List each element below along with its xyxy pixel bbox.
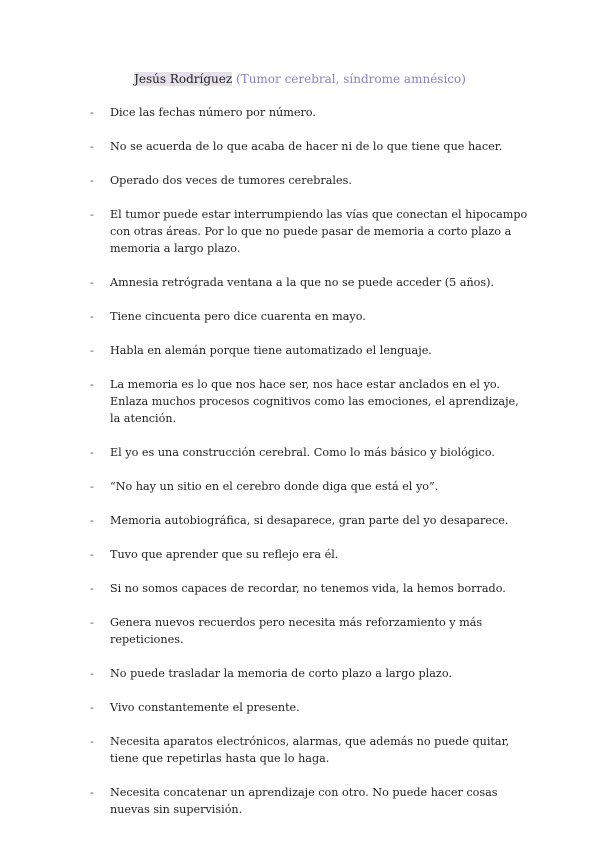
list-item-text: Necesita aparatos electrónicos, alarmas, que además no puede quitar, tiene que repetirlas hasta que lo haga. bbox=[110, 735, 510, 765]
bullet-dash: - bbox=[90, 786, 94, 799]
list-item-text: La memoria es lo que nos hace ser, nos hace estar anclados en el yo. Enlaza muchos procesos cognitivos como las emociones, el aprendizaje, la atención. bbox=[110, 378, 519, 425]
list-item-text: Memoria autobiográfica, si desaparece, gran parte del yo desaparece. bbox=[110, 514, 509, 527]
list-item-text: Tiene cincuenta pero dice cuarenta en mayo. bbox=[110, 310, 366, 323]
list-item bbox=[90, 580, 530, 597]
list-item bbox=[90, 546, 530, 563]
list-item-text: Dice las fechas número por número. bbox=[110, 106, 316, 119]
bullet-dash: - bbox=[90, 548, 94, 561]
list-item-text: Tuvo que aprender que su reflejo era él. bbox=[110, 548, 339, 561]
bullet-dash: - bbox=[90, 208, 94, 221]
list-item bbox=[90, 478, 530, 495]
list-item-text: Si no somos capaces de recordar, no tenemos vida, la hemos borrado. bbox=[110, 582, 506, 595]
list-item-text: No puede trasladar la memoria de corto plazo a largo plazo. bbox=[110, 667, 452, 680]
list-item-text: Amnesia retrógrada ventana a la que no se puede acceder (5 años). bbox=[110, 276, 495, 289]
bullet-dash: - bbox=[90, 140, 94, 153]
list-item bbox=[90, 665, 530, 682]
bullet-dash: - bbox=[90, 344, 94, 357]
list-item-text: El tumor puede estar interrumpiendo las vías que conectan el hipocampo con otras áreas. Por lo que no puede pasar de memoria a corto plazo a memoria a largo plazo. bbox=[110, 208, 528, 255]
bullet-dash: - bbox=[90, 446, 94, 459]
list-item-text: Necesita concatenar un aprendizaje con otro. No puede hacer cosas nuevas sin supervisión. bbox=[110, 786, 498, 816]
list-item-text: “No hay un sitio en el cerebro donde diga que está el yo”. bbox=[110, 480, 439, 493]
bullet-dash: - bbox=[90, 276, 94, 289]
bullet-dash: - bbox=[90, 616, 94, 629]
document-title bbox=[0, 71, 600, 87]
list-item-text: Genera nuevos recuerdos pero necesita más reforzamiento y más repeticiones. bbox=[110, 616, 483, 646]
list-item bbox=[90, 444, 530, 461]
list-item bbox=[90, 104, 530, 121]
bullet-dash: - bbox=[90, 174, 94, 187]
bullet-dash: - bbox=[90, 735, 94, 748]
list-item-text: No se acuerda de lo que acaba de hacer ni de lo que tiene que hacer. bbox=[110, 140, 503, 153]
bullet-dash: - bbox=[90, 701, 94, 714]
patient-name: Jesús Rodríguez bbox=[134, 72, 233, 86]
list-item bbox=[90, 733, 530, 767]
list-item bbox=[90, 274, 530, 291]
patient-condition: Tumor cerebral, síndrome amnésico) bbox=[240, 72, 466, 86]
list-item bbox=[90, 699, 530, 716]
bullet-dash: - bbox=[90, 378, 94, 391]
list-item-text: Vivo constantemente el presente. bbox=[110, 701, 300, 714]
list-item bbox=[90, 138, 530, 155]
bullet-dash: - bbox=[90, 582, 94, 595]
list-item bbox=[90, 614, 530, 648]
list-item bbox=[90, 784, 530, 818]
list-item bbox=[90, 342, 530, 359]
list-item bbox=[90, 206, 530, 257]
bullet-dash: - bbox=[90, 667, 94, 680]
list-item bbox=[90, 308, 530, 325]
list-item-text: El yo es una construcción cerebral. Como lo más básico y biológico. bbox=[110, 446, 495, 459]
list-item-text: Operado dos veces de tumores cerebrales. bbox=[110, 174, 352, 187]
list-item bbox=[90, 172, 530, 189]
bullet-dash: - bbox=[90, 106, 94, 119]
bullet-dash: - bbox=[90, 480, 94, 493]
title-open-paren: ( bbox=[232, 72, 241, 86]
list-item bbox=[90, 512, 530, 529]
notes-list bbox=[90, 104, 530, 818]
list-item bbox=[90, 376, 530, 427]
bullet-dash: - bbox=[90, 310, 94, 323]
bullet-dash: - bbox=[90, 514, 94, 527]
list-item-text: Habla en alemán porque tiene automatizado el lenguaje. bbox=[110, 344, 432, 357]
